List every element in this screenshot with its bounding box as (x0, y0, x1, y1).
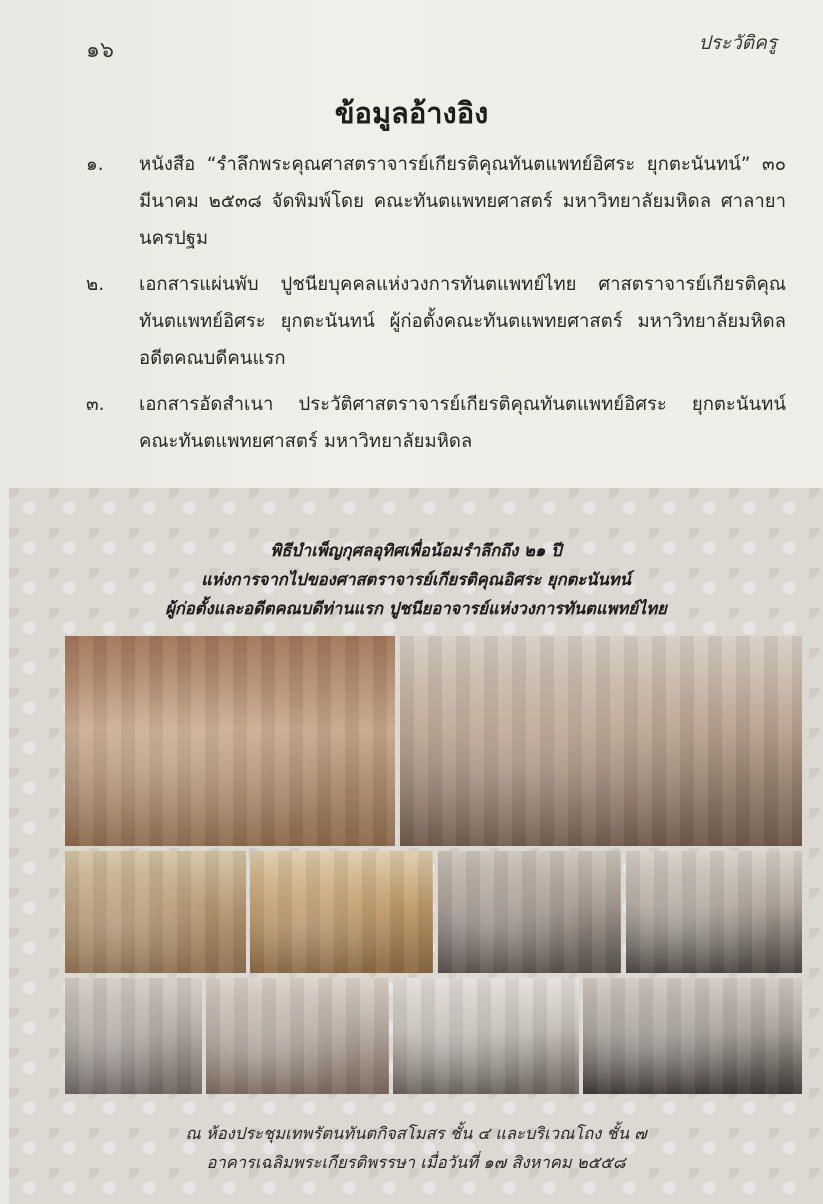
reference-item (86, 146, 786, 257)
caption-line: ณ ห้องประชุมเทพรัตนทันตกิจสโมสร ชั้น ๔ และบริเวณโถง ชั้น ๗ (185, 1124, 647, 1143)
photo-audience-rows (65, 978, 202, 1094)
photo-group-standing (583, 978, 802, 1094)
reference-item (86, 386, 786, 460)
reference-text: หนังสือ “รำลึกพระคุณศาสตราจารย์เกียรติคุณทันตแพทย์อิศระ ยุกตะนันทน์” ๓๐ มีนาคม ๒๕๓๘ จัดพิมพ์โดย คณะทันตแพทยศาสตร์ มหาวิทยาลัยมหิดล ศาลายา นครปฐม (139, 154, 786, 249)
photo-audience-praying (206, 978, 389, 1094)
photo-monks-ceremony (65, 636, 395, 846)
reference-text: เอกสารอัดสำเนา ประวัติศาสตราจารย์เกียรติคุณทันตแพทย์อิศระ ยุกตะนันทน์ คณะทันตแพทยศาสตร์ มหาวิทยาลัยมหิดล (139, 394, 786, 452)
caption-line: ผู้ก่อตั้งและอดีตคณบดีท่านแรก ปูชนียอาจารย์แห่งวงการทันตแพทย์ไทย (165, 599, 667, 618)
photo-robes-folded (250, 851, 433, 973)
reference-number: ๒. (86, 274, 105, 295)
reference-text: เอกสารแผ่นพับ ปูชนียบุคคลแห่งวงการทันตแพทย์ไทย ศาสตราจารย์เกียรติคุณทันตแพทย์อิศระ ยุกตะนันทน์ ผู้ก่อตั้งคณะทันตแพทยศาสตร์ มหาวิทยาลัยมหิดล อดีตคณบดีคนแรก (139, 274, 786, 369)
caption-line: พิธีบำเพ็ญกุศลอุทิศเพื่อน้อมรำลึกถึง ๒๑ ปี (270, 541, 562, 560)
photo-guests-paying-respect (438, 851, 621, 973)
page-number: ๑๖ (86, 38, 114, 63)
section-title: ข้อมูลอ้างอิง (334, 96, 489, 130)
photo-caption-top (9, 536, 823, 623)
caption-line: แห่งการจากไปของศาสตราจารย์เกียรติคุณอิศระ ยุกตะนันทน์ (201, 570, 631, 589)
photo-students-white-uniforms (393, 978, 579, 1094)
photo-seated-guests (626, 851, 802, 973)
reference-number: ๓. (86, 394, 105, 415)
running-title: ประวัติครู (698, 32, 777, 54)
photo-caption-bottom (9, 1119, 823, 1177)
caption-line: อาคารเฉลิมพระเกียรติพรรษา เมื่อวันที่ ๑๗ สิงหาคม ๒๕๕๘ (206, 1153, 626, 1172)
reference-list (86, 146, 786, 469)
photo-offering-bags (65, 851, 246, 973)
photo-audience-armchairs (400, 636, 802, 846)
reference-item (86, 266, 786, 377)
reference-number: ๑. (86, 154, 104, 175)
